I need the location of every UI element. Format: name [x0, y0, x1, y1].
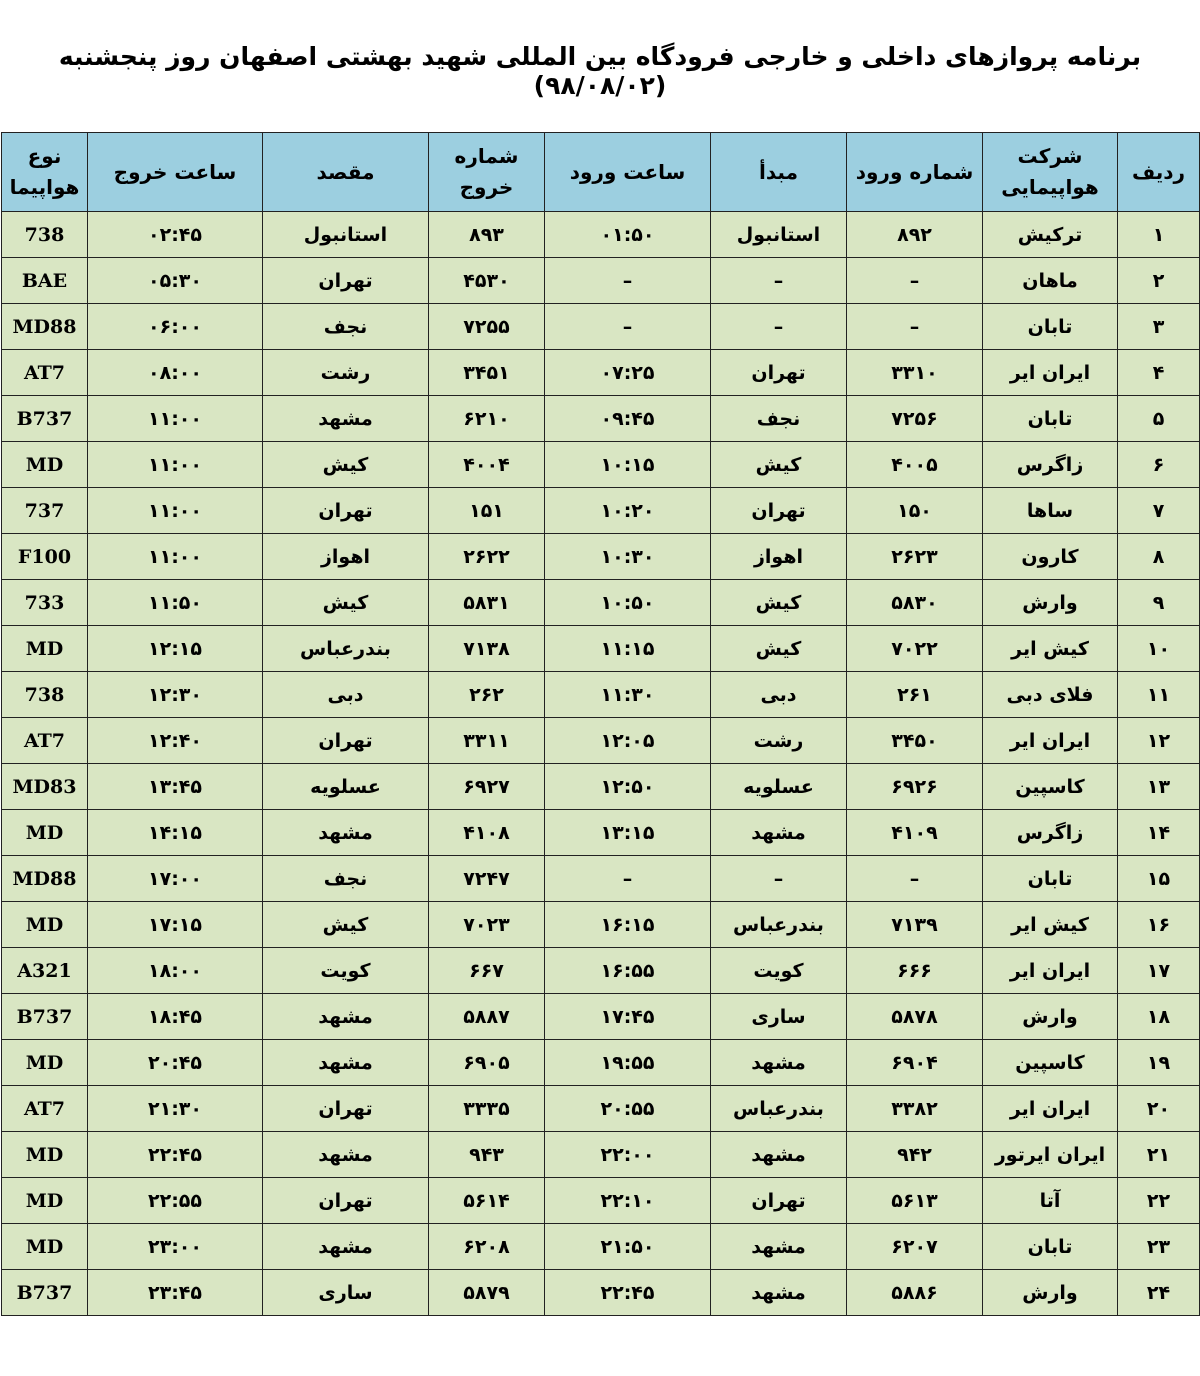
origin-cell: مشهد	[711, 810, 847, 856]
destination-cell: مشهد	[263, 396, 429, 442]
airline-cell: ماهان	[983, 258, 1118, 304]
aircraft-type-cell: MD	[2, 626, 88, 672]
header-aircraft-type: نوع هواپیما	[2, 133, 88, 212]
arrival-time-cell: ۲۲:۰۰	[545, 1132, 711, 1178]
table-row	[2, 810, 1200, 856]
arrival-time-cell: –	[545, 304, 711, 350]
origin-cell: مشهد	[711, 1132, 847, 1178]
destination-cell: مشهد	[263, 1224, 429, 1270]
departure-number-cell: ۶۶۷	[429, 948, 545, 994]
airline-cell: وارش	[983, 580, 1118, 626]
table-row	[2, 1040, 1200, 1086]
arrival-time-cell: ۱۱:۱۵	[545, 626, 711, 672]
airline-cell: تابان	[983, 304, 1118, 350]
destination-cell: تهران	[263, 1178, 429, 1224]
origin-cell: تهران	[711, 488, 847, 534]
origin-cell: تهران	[711, 1178, 847, 1224]
origin-cell: مشهد	[711, 1224, 847, 1270]
departure-number-cell: ۶۲۰۸	[429, 1224, 545, 1270]
aircraft-type-cell: AT7	[2, 1086, 88, 1132]
aircraft-type-cell: MD83	[2, 764, 88, 810]
origin-cell: عسلویه	[711, 764, 847, 810]
origin-cell: –	[711, 304, 847, 350]
arrival-time-cell: ۰۹:۴۵	[545, 396, 711, 442]
departure-number-cell: ۱۵۱	[429, 488, 545, 534]
departure-time-cell: ۰۸:۰۰	[88, 350, 263, 396]
departure-number-cell: ۳۳۱۱	[429, 718, 545, 764]
row-number-cell: ۶	[1118, 442, 1200, 488]
origin-cell: بندرعباس	[711, 1086, 847, 1132]
airline-cell: کیش ایر	[983, 902, 1118, 948]
row-number-cell: ۲۳	[1118, 1224, 1200, 1270]
origin-cell: کیش	[711, 442, 847, 488]
departure-time-cell: ۰۵:۳۰	[88, 258, 263, 304]
arrival-time-cell: –	[545, 258, 711, 304]
departure-number-cell: ۴۰۰۴	[429, 442, 545, 488]
arrival-number-cell: ۳۳۱۰	[847, 350, 983, 396]
departure-number-cell: ۲۶۲	[429, 672, 545, 718]
departure-time-cell: ۱۱:۰۰	[88, 442, 263, 488]
table-row	[2, 948, 1200, 994]
table-row	[2, 856, 1200, 902]
departure-number-cell: ۶۲۱۰	[429, 396, 545, 442]
page-title: برنامه پروازهای داخلی و خارجی فرودگاه بین المللی شهید بهشتی اصفهان روز پنجشنبه (۹۸/۰۸/۰۲)	[58, 42, 1142, 100]
aircraft-type-cell: 738	[2, 212, 88, 258]
origin-cell: –	[711, 258, 847, 304]
departure-time-cell: ۲۳:۴۵	[88, 1270, 263, 1316]
origin-cell: مشهد	[711, 1040, 847, 1086]
airline-cell: زاگرس	[983, 810, 1118, 856]
aircraft-type-cell: MD	[2, 1178, 88, 1224]
row-number-cell: ۲۰	[1118, 1086, 1200, 1132]
arrival-time-cell: ۱۹:۵۵	[545, 1040, 711, 1086]
arrival-number-cell: ۷۲۵۶	[847, 396, 983, 442]
departure-number-cell: ۲۶۲۲	[429, 534, 545, 580]
table-body	[2, 212, 1200, 1316]
table-row	[2, 718, 1200, 764]
origin-cell: کیش	[711, 626, 847, 672]
destination-cell: مشهد	[263, 1132, 429, 1178]
destination-cell: تهران	[263, 718, 429, 764]
row-number-cell: ۱۱	[1118, 672, 1200, 718]
departure-time-cell: ۲۰:۴۵	[88, 1040, 263, 1086]
departure-time-cell: ۰۶:۰۰	[88, 304, 263, 350]
destination-cell: کیش	[263, 902, 429, 948]
arrival-number-cell: ۴۱۰۹	[847, 810, 983, 856]
airline-cell: ایران ایر	[983, 1086, 1118, 1132]
arrival-number-cell: ۵۸۸۶	[847, 1270, 983, 1316]
departure-time-cell: ۱۱:۵۰	[88, 580, 263, 626]
arrival-number-cell: ۶۹۰۴	[847, 1040, 983, 1086]
row-number-cell: ۱۴	[1118, 810, 1200, 856]
origin-cell: دبی	[711, 672, 847, 718]
row-number-cell: ۱	[1118, 212, 1200, 258]
aircraft-type-cell: BAE	[2, 258, 88, 304]
arrival-time-cell: ۱۱:۳۰	[545, 672, 711, 718]
row-number-cell: ۱۶	[1118, 902, 1200, 948]
departure-number-cell: ۵۸۷۹	[429, 1270, 545, 1316]
arrival-time-cell: ۱۶:۱۵	[545, 902, 711, 948]
flight-schedule-table	[1, 132, 1200, 1316]
row-number-cell: ۲۴	[1118, 1270, 1200, 1316]
arrival-time-cell: ۱۰:۵۰	[545, 580, 711, 626]
table-row	[2, 1086, 1200, 1132]
departure-time-cell: ۱۱:۰۰	[88, 534, 263, 580]
aircraft-type-cell: MD	[2, 1224, 88, 1270]
arrival-time-cell: ۰۷:۲۵	[545, 350, 711, 396]
airline-cell: ایران ایر	[983, 948, 1118, 994]
table-row	[2, 442, 1200, 488]
arrival-time-cell: ۱۶:۵۵	[545, 948, 711, 994]
departure-time-cell: ۱۱:۰۰	[88, 488, 263, 534]
airline-cell: آتا	[983, 1178, 1118, 1224]
table-row	[2, 626, 1200, 672]
departure-time-cell: ۲۲:۵۵	[88, 1178, 263, 1224]
arrival-number-cell: ۹۴۲	[847, 1132, 983, 1178]
table-row	[2, 396, 1200, 442]
arrival-number-cell: ۲۶۱	[847, 672, 983, 718]
row-number-cell: ۱۰	[1118, 626, 1200, 672]
airline-cell: ایران ایرتور	[983, 1132, 1118, 1178]
airline-cell: ترکیش	[983, 212, 1118, 258]
arrival-number-cell: ۳۴۵۰	[847, 718, 983, 764]
origin-cell: بندرعباس	[711, 902, 847, 948]
row-number-cell: ۱۵	[1118, 856, 1200, 902]
arrival-number-cell: ۷۰۲۲	[847, 626, 983, 672]
arrival-time-cell: ۱۷:۴۵	[545, 994, 711, 1040]
table-row	[2, 1132, 1200, 1178]
destination-cell: کیش	[263, 580, 429, 626]
destination-cell: تهران	[263, 488, 429, 534]
table-row	[2, 1270, 1200, 1316]
destination-cell: استانبول	[263, 212, 429, 258]
destination-cell: تهران	[263, 1086, 429, 1132]
destination-cell: مشهد	[263, 994, 429, 1040]
row-number-cell: ۳	[1118, 304, 1200, 350]
arrival-number-cell: ۶۲۰۷	[847, 1224, 983, 1270]
origin-cell: تهران	[711, 350, 847, 396]
arrival-time-cell: ۱۳:۱۵	[545, 810, 711, 856]
destination-cell: مشهد	[263, 810, 429, 856]
arrival-time-cell: ۲۱:۵۰	[545, 1224, 711, 1270]
arrival-time-cell: ۱۰:۱۵	[545, 442, 711, 488]
arrival-number-cell: ۱۵۰	[847, 488, 983, 534]
airline-cell: کاسپین	[983, 764, 1118, 810]
arrival-time-cell: ۰۱:۵۰	[545, 212, 711, 258]
arrival-number-cell: –	[847, 258, 983, 304]
airline-cell: کارون	[983, 534, 1118, 580]
arrival-number-cell: ۵۶۱۳	[847, 1178, 983, 1224]
departure-time-cell: ۱۷:۰۰	[88, 856, 263, 902]
departure-number-cell: ۵۸۳۱	[429, 580, 545, 626]
departure-number-cell: ۳۳۳۵	[429, 1086, 545, 1132]
destination-cell: ساری	[263, 1270, 429, 1316]
departure-number-cell: ۳۴۵۱	[429, 350, 545, 396]
table-row	[2, 534, 1200, 580]
origin-cell: –	[711, 856, 847, 902]
arrival-number-cell: ۵۸۳۰	[847, 580, 983, 626]
table-row	[2, 672, 1200, 718]
departure-time-cell: ۱۸:۰۰	[88, 948, 263, 994]
row-number-cell: ۹	[1118, 580, 1200, 626]
table-row	[2, 304, 1200, 350]
departure-number-cell: ۷۲۵۵	[429, 304, 545, 350]
aircraft-type-cell: A321	[2, 948, 88, 994]
header-departure-number: شماره خروج	[429, 133, 545, 212]
destination-cell: اهواز	[263, 534, 429, 580]
departure-time-cell: ۱۱:۰۰	[88, 396, 263, 442]
aircraft-type-cell: MD	[2, 1040, 88, 1086]
table-row	[2, 994, 1200, 1040]
arrival-number-cell: ۷۱۳۹	[847, 902, 983, 948]
departure-time-cell: ۱۳:۴۵	[88, 764, 263, 810]
header-departure-time: ساعت خروج	[88, 133, 263, 212]
arrival-time-cell: ۱۲:۰۵	[545, 718, 711, 764]
table-row	[2, 258, 1200, 304]
header-origin: مبدأ	[711, 133, 847, 212]
arrival-number-cell: ۶۶۶	[847, 948, 983, 994]
aircraft-type-cell: MD	[2, 810, 88, 856]
header-row-number: ردیف	[1118, 133, 1200, 212]
row-number-cell: ۲۱	[1118, 1132, 1200, 1178]
departure-number-cell: ۷۲۴۷	[429, 856, 545, 902]
destination-cell: کیش	[263, 442, 429, 488]
row-number-cell: ۱۷	[1118, 948, 1200, 994]
origin-cell: اهواز	[711, 534, 847, 580]
row-number-cell: ۵	[1118, 396, 1200, 442]
departure-number-cell: ۹۴۳	[429, 1132, 545, 1178]
aircraft-type-cell: MD	[2, 1132, 88, 1178]
destination-cell: دبی	[263, 672, 429, 718]
airline-cell: فلای دبی	[983, 672, 1118, 718]
origin-cell: استانبول	[711, 212, 847, 258]
arrival-time-cell: –	[545, 856, 711, 902]
airline-cell: زاگرس	[983, 442, 1118, 488]
destination-cell: تهران	[263, 258, 429, 304]
destination-cell: عسلویه	[263, 764, 429, 810]
destination-cell: کویت	[263, 948, 429, 994]
departure-time-cell: ۲۱:۳۰	[88, 1086, 263, 1132]
table-row	[2, 1224, 1200, 1270]
departure-number-cell: ۸۹۳	[429, 212, 545, 258]
departure-time-cell: ۲۲:۴۵	[88, 1132, 263, 1178]
arrival-time-cell: ۲۲:۱۰	[545, 1178, 711, 1224]
arrival-number-cell: ۸۹۲	[847, 212, 983, 258]
departure-time-cell: ۱۲:۳۰	[88, 672, 263, 718]
header-arrival-number: شماره ورود	[847, 133, 983, 212]
airline-cell: تابان	[983, 856, 1118, 902]
arrival-time-cell: ۲۲:۴۵	[545, 1270, 711, 1316]
row-number-cell: ۱۳	[1118, 764, 1200, 810]
aircraft-type-cell: MD	[2, 902, 88, 948]
destination-cell: نجف	[263, 304, 429, 350]
aircraft-type-cell: B737	[2, 994, 88, 1040]
aircraft-type-cell: B737	[2, 396, 88, 442]
row-number-cell: ۱۲	[1118, 718, 1200, 764]
table-row	[2, 350, 1200, 396]
origin-cell: کویت	[711, 948, 847, 994]
row-number-cell: ۴	[1118, 350, 1200, 396]
departure-number-cell: ۷۰۲۳	[429, 902, 545, 948]
arrival-number-cell: ۵۸۷۸	[847, 994, 983, 1040]
header-airline: شرکت هواپیمایی	[983, 133, 1118, 212]
arrival-number-cell: –	[847, 304, 983, 350]
departure-number-cell: ۴۵۳۰	[429, 258, 545, 304]
aircraft-type-cell: MD	[2, 442, 88, 488]
origin-cell: نجف	[711, 396, 847, 442]
arrival-time-cell: ۱۲:۵۰	[545, 764, 711, 810]
airline-cell: کاسپین	[983, 1040, 1118, 1086]
header-row	[2, 133, 1200, 212]
departure-number-cell: ۶۹۲۷	[429, 764, 545, 810]
aircraft-type-cell: AT7	[2, 350, 88, 396]
row-number-cell: ۷	[1118, 488, 1200, 534]
origin-cell: مشهد	[711, 1270, 847, 1316]
arrival-number-cell: ۳۳۸۲	[847, 1086, 983, 1132]
departure-number-cell: ۷۱۳۸	[429, 626, 545, 672]
arrival-time-cell: ۲۰:۵۵	[545, 1086, 711, 1132]
destination-cell: نجف	[263, 856, 429, 902]
departure-number-cell: ۶۹۰۵	[429, 1040, 545, 1086]
destination-cell: رشت	[263, 350, 429, 396]
table-row	[2, 764, 1200, 810]
row-number-cell: ۲	[1118, 258, 1200, 304]
row-number-cell: ۲۲	[1118, 1178, 1200, 1224]
header-destination: مقصد	[263, 133, 429, 212]
aircraft-type-cell: AT7	[2, 718, 88, 764]
departure-time-cell: ۱۴:۱۵	[88, 810, 263, 856]
aircraft-type-cell: 737	[2, 488, 88, 534]
departure-time-cell: ۱۲:۱۵	[88, 626, 263, 672]
departure-number-cell: ۴۱۰۸	[429, 810, 545, 856]
airline-cell: تابان	[983, 396, 1118, 442]
airline-cell: وارش	[983, 994, 1118, 1040]
aircraft-type-cell: 733	[2, 580, 88, 626]
arrival-number-cell: –	[847, 856, 983, 902]
aircraft-type-cell: MD88	[2, 304, 88, 350]
airline-cell: ایران ایر	[983, 350, 1118, 396]
row-number-cell: ۱۸	[1118, 994, 1200, 1040]
departure-time-cell: ۱۷:۱۵	[88, 902, 263, 948]
origin-cell: ساری	[711, 994, 847, 1040]
arrival-number-cell: ۲۶۲۳	[847, 534, 983, 580]
departure-time-cell: ۱۲:۴۰	[88, 718, 263, 764]
table-row	[2, 902, 1200, 948]
departure-number-cell: ۵۶۱۴	[429, 1178, 545, 1224]
arrival-time-cell: ۱۰:۳۰	[545, 534, 711, 580]
aircraft-type-cell: MD88	[2, 856, 88, 902]
header-arrival-time: ساعت ورود	[545, 133, 711, 212]
table-row	[2, 1178, 1200, 1224]
origin-cell: رشت	[711, 718, 847, 764]
arrival-number-cell: ۴۰۰۵	[847, 442, 983, 488]
table-row	[2, 212, 1200, 258]
table-row	[2, 580, 1200, 626]
airline-cell: وارش	[983, 1270, 1118, 1316]
departure-time-cell: ۱۸:۴۵	[88, 994, 263, 1040]
departure-time-cell: ۲۳:۰۰	[88, 1224, 263, 1270]
airline-cell: ساها	[983, 488, 1118, 534]
airline-cell: کیش ایر	[983, 626, 1118, 672]
row-number-cell: ۱۹	[1118, 1040, 1200, 1086]
aircraft-type-cell: F100	[2, 534, 88, 580]
destination-cell: بندرعباس	[263, 626, 429, 672]
airline-cell: تابان	[983, 1224, 1118, 1270]
departure-number-cell: ۵۸۸۷	[429, 994, 545, 1040]
origin-cell: کیش	[711, 580, 847, 626]
row-number-cell: ۸	[1118, 534, 1200, 580]
aircraft-type-cell: B737	[2, 1270, 88, 1316]
table-row	[2, 488, 1200, 534]
departure-time-cell: ۰۲:۴۵	[88, 212, 263, 258]
destination-cell: مشهد	[263, 1040, 429, 1086]
airline-cell: ایران ایر	[983, 718, 1118, 764]
aircraft-type-cell: 738	[2, 672, 88, 718]
arrival-number-cell: ۶۹۲۶	[847, 764, 983, 810]
arrival-time-cell: ۱۰:۲۰	[545, 488, 711, 534]
